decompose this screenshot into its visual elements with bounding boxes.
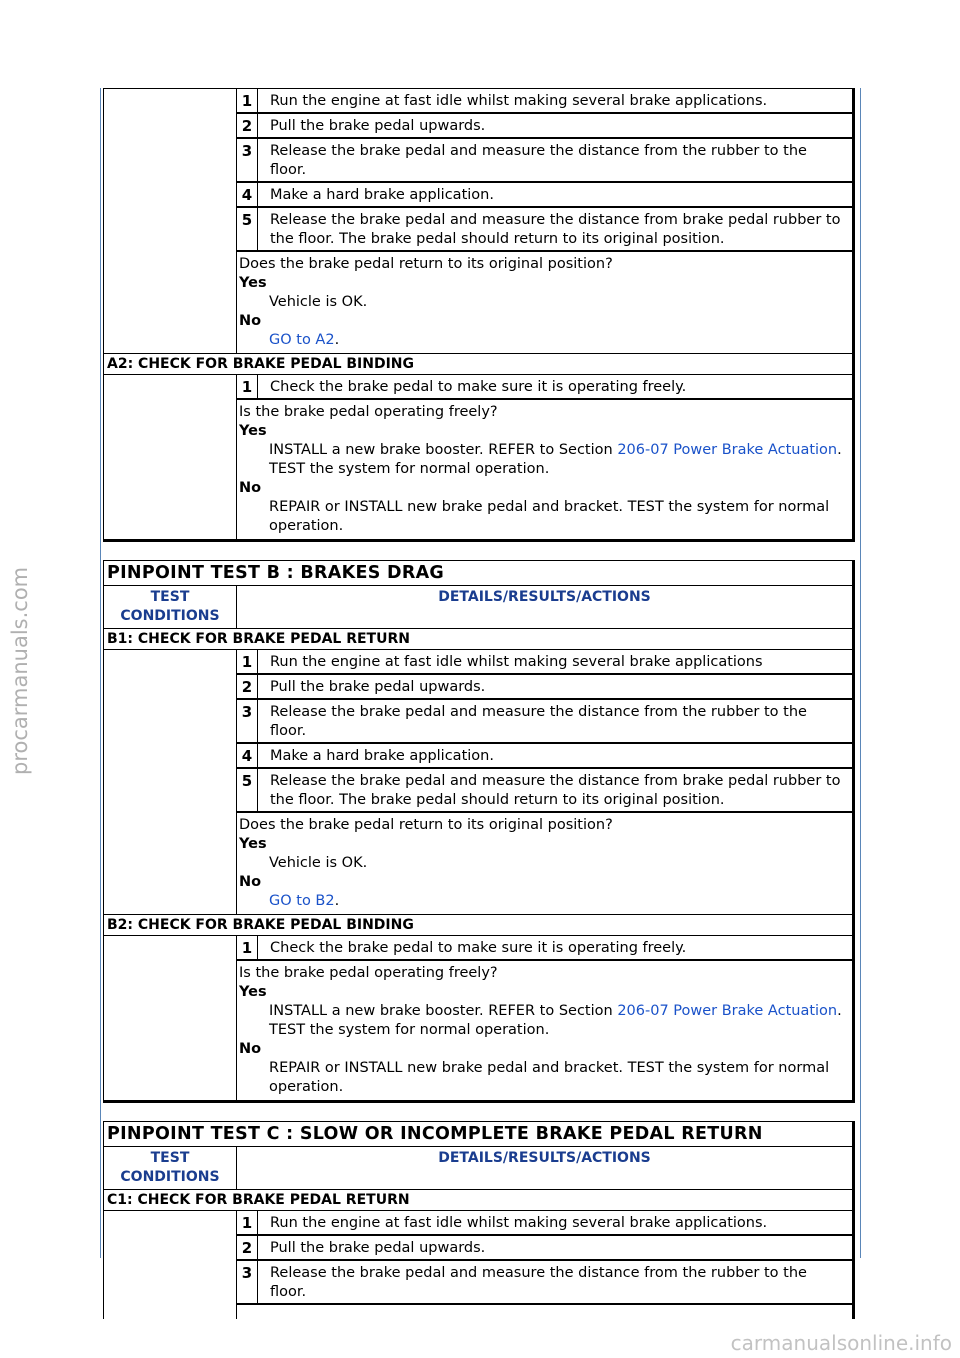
no-action <box>239 892 848 911</box>
cut-off-row <box>237 1305 852 1319</box>
a1-row <box>104 89 852 353</box>
test-conditions-header: TEST CONDITIONS <box>120 589 220 624</box>
b1-row <box>104 650 852 914</box>
step-row <box>237 675 852 700</box>
step-text: Release the brake pedal and measure the distance from the rubber to the floor. <box>270 143 807 178</box>
step-number: 4 <box>237 183 258 206</box>
yes-label: Yes <box>239 984 267 1000</box>
c1-title: C1: CHECK FOR BRAKE PEDAL RETURN <box>104 1190 852 1211</box>
side-watermark: procarmanuals.com <box>8 566 32 775</box>
question-text: Does the brake pedal return to its original position? <box>239 817 613 833</box>
yes-action <box>239 441 848 479</box>
question-block <box>237 400 852 539</box>
step-number: 1 <box>237 89 258 112</box>
step-row <box>237 1211 852 1236</box>
step-text: Release the brake pedal and measure the distance from brake pedal rubber to the floor. The brake pedal should return to its original position. <box>270 773 841 808</box>
step-row <box>237 208 852 252</box>
step-number: 1 <box>237 936 258 959</box>
no-label: No <box>239 480 262 496</box>
pinpoint-test-a-table <box>103 88 855 542</box>
step-number: 2 <box>237 675 258 698</box>
no-label: No <box>239 874 262 890</box>
step-text: Run the engine at fast idle whilst making several brake applications. <box>270 1215 768 1231</box>
yes-label: Yes <box>239 275 267 291</box>
step-row <box>237 700 852 744</box>
test-conditions-header: TEST CONDITIONS <box>120 1150 220 1185</box>
yes-text: INSTALL a new brake booster. REFER to Section <box>269 442 618 458</box>
step-text: Release the brake pedal and measure the distance from the rubber to the floor. <box>270 1265 807 1300</box>
yes-text-after: . TEST the system for normal operation. <box>269 442 842 477</box>
no-text: REPAIR or INSTALL new brake pedal and bracket. TEST the system for normal operation. <box>269 1060 830 1095</box>
power-brake-actuation-link[interactable]: 206-07 Power Brake Actuation <box>617 442 838 458</box>
step-row <box>237 650 852 675</box>
left-margin-line <box>100 88 101 1258</box>
step-number: 1 <box>237 650 258 673</box>
details-results-actions-header: DETAILS/RESULTS/ACTIONS <box>236 586 852 628</box>
power-brake-actuation-link[interactable]: 206-07 Power Brake Actuation <box>617 1003 838 1019</box>
pinpoint-test-c-table <box>103 1121 855 1319</box>
a2-conditions-cell <box>104 375 236 539</box>
step-number: 2 <box>237 114 258 137</box>
step-row <box>237 89 852 114</box>
step-row <box>237 1236 852 1261</box>
pinpoint-test-b-title: PINPOINT TEST B : BRAKES DRAG <box>104 561 852 586</box>
step-row <box>237 769 852 813</box>
question-block <box>237 252 852 353</box>
details-results-actions-header: DETAILS/RESULTS/ACTIONS <box>236 1147 852 1189</box>
yes-text: Vehicle is OK. <box>269 294 368 310</box>
no-action <box>239 331 848 350</box>
column-headers <box>104 1147 852 1190</box>
no-label: No <box>239 1041 262 1057</box>
step-row <box>237 1261 852 1305</box>
c1-actions-cell <box>236 1211 852 1319</box>
document-page <box>103 88 855 1319</box>
step-number: 1 <box>237 375 258 398</box>
step-text: Release the brake pedal and measure the distance from brake pedal rubber to the floor. The brake pedal should return to its original position. <box>270 212 841 247</box>
step-row <box>237 375 852 400</box>
pinpoint-test-b-table <box>103 560 855 1103</box>
b1-conditions-cell <box>104 650 236 914</box>
a2-title: A2: CHECK FOR BRAKE PEDAL BINDING <box>104 353 852 375</box>
step-row <box>237 183 852 208</box>
a1-conditions-cell <box>104 89 236 353</box>
footer-watermark: carmanualsonline.info <box>730 1331 952 1355</box>
no-label: No <box>239 313 262 329</box>
step-number: 3 <box>237 700 258 742</box>
question-text: Does the brake pedal return to its original position? <box>239 256 613 272</box>
yes-text-after: . TEST the system for normal operation. <box>269 1003 842 1038</box>
step-text: Check the brake pedal to make sure it is operating freely. <box>270 940 687 956</box>
c1-conditions-cell <box>104 1211 236 1319</box>
b2-row <box>104 936 852 1100</box>
yes-label: Yes <box>239 423 267 439</box>
punctuation: . <box>334 893 340 909</box>
step-text: Make a hard brake application. <box>270 187 494 203</box>
question-text: Is the brake pedal operating freely? <box>239 404 498 420</box>
step-text: Run the engine at fast idle whilst making several brake applications <box>270 654 763 670</box>
step-row <box>237 936 852 961</box>
yes-text: INSTALL a new brake booster. REFER to Section <box>269 1003 618 1019</box>
a1-actions-cell <box>236 89 852 353</box>
step-text: Check the brake pedal to make sure it is operating freely. <box>270 379 687 395</box>
step-text: Pull the brake pedal upwards. <box>270 679 486 695</box>
b2-title: B2: CHECK FOR BRAKE PEDAL BINDING <box>104 914 852 936</box>
a2-row <box>104 375 852 539</box>
go-to-a2-link[interactable]: GO to A2 <box>269 332 335 348</box>
step-number: 4 <box>237 744 258 767</box>
column-headers <box>104 586 852 629</box>
right-margin-line <box>860 88 861 1258</box>
question-block <box>237 961 852 1100</box>
step-number: 3 <box>237 1261 258 1303</box>
step-number: 1 <box>237 1211 258 1234</box>
question-block <box>237 813 852 914</box>
step-number: 3 <box>237 139 258 181</box>
no-text: REPAIR or INSTALL new brake pedal and bracket. TEST the system for normal operation. <box>269 499 830 534</box>
yes-text: Vehicle is OK. <box>269 855 368 871</box>
step-row <box>237 114 852 139</box>
step-row <box>237 744 852 769</box>
b2-actions-cell <box>236 936 852 1100</box>
pinpoint-test-c-title: PINPOINT TEST C : SLOW OR INCOMPLETE BRAKE PEDAL RETURN <box>104 1122 852 1147</box>
step-row <box>237 139 852 183</box>
go-to-b2-link[interactable]: GO to B2 <box>269 893 335 909</box>
step-number: 2 <box>237 1236 258 1259</box>
yes-label: Yes <box>239 836 267 852</box>
step-text: Pull the brake pedal upwards. <box>270 118 486 134</box>
step-text: Release the brake pedal and measure the distance from the rubber to the floor. <box>270 704 807 739</box>
punctuation: . <box>334 332 340 348</box>
a2-actions-cell <box>236 375 852 539</box>
b1-actions-cell <box>236 650 852 914</box>
c1-row <box>104 1211 852 1319</box>
b1-title: B1: CHECK FOR BRAKE PEDAL RETURN <box>104 629 852 650</box>
b2-conditions-cell <box>104 936 236 1100</box>
step-text: Make a hard brake application. <box>270 748 494 764</box>
step-number: 5 <box>237 769 258 811</box>
step-text: Run the engine at fast idle whilst making several brake applications. <box>270 93 768 109</box>
question-text: Is the brake pedal operating freely? <box>239 965 498 981</box>
step-number: 5 <box>237 208 258 250</box>
step-text: Pull the brake pedal upwards. <box>270 1240 486 1256</box>
yes-action <box>239 1002 848 1040</box>
